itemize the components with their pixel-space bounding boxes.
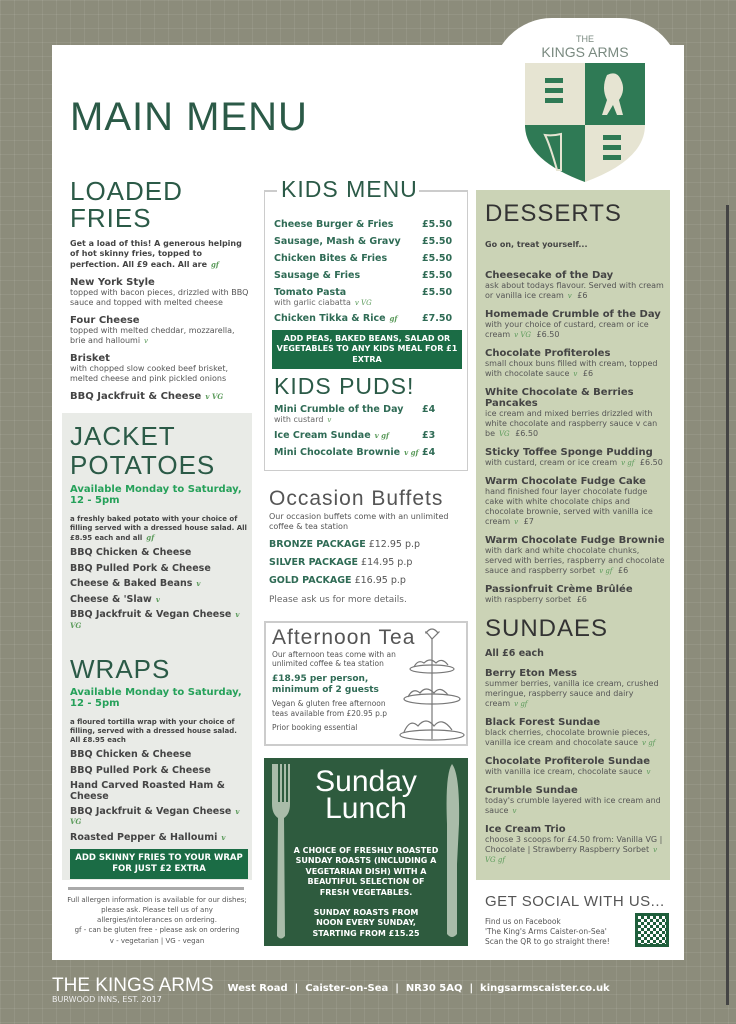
diet-tag: v [155,594,160,604]
kids-extra-banner: ADD PEAS, BAKED BEANS, SALAD OR VEGETABLES TO ANY KIDS MEAL FOR £1 EXTRA [272,330,462,369]
tea-vegan-note: Vegan & gluten free afternoon teas available from £20.95 p.p [272,699,388,718]
item-name: Black Forest Sundae [485,716,601,728]
kids-item [274,430,460,441]
item-left [274,447,419,458]
social-title: GET SOCIAL WITH US... [485,893,665,910]
menu-item [485,447,665,468]
wraps-title: WRAPS [70,654,171,684]
buffets-note: Please ask us for more details. [269,595,407,605]
package-list [269,539,465,586]
item-name: Ice Cream Trio [485,823,566,835]
menu-item [485,348,665,379]
item-name: Four Cheese [70,315,140,327]
package-name: BRONZE PACKAGE [269,539,366,550]
item-description: ice cream and mixed berries drizzled with white chocolate and raspberry sauce v can be VG £6.50 [485,409,658,439]
availability-note: Available Monday to Saturday, 12 - 5pm [70,687,242,709]
item-name: Sticky Toffee Sponge Pudding [485,447,653,459]
item-name: Mini Chocolate Brownie [274,447,401,459]
item-left [274,404,403,424]
wraps-section [70,656,248,879]
item-name: Passionfruit Crème Brûlée [485,584,633,596]
tea-booking-note: Prior booking essential [272,723,358,733]
package-row [269,557,465,568]
diet-tag: v gf [621,459,635,468]
menu-item [70,353,250,384]
diet-tag: v gf [642,738,656,747]
menu-item [70,315,250,346]
diet-tag: v [196,579,201,589]
item-price: £5.50 [422,253,453,264]
menu-item [485,387,665,439]
item-name: Crumble Sundae [485,784,578,796]
footer-brand: THE KINGS ARMS [52,975,214,996]
diet-tag: v [512,806,517,815]
jacket-section [70,422,248,631]
title-line: POTATOES [70,449,216,480]
diet-tag: v [646,767,651,776]
item-price: £6 [580,369,594,379]
diet-tag: v gf [374,431,390,441]
menu-item [70,610,248,631]
item-price: £6 [574,291,588,301]
item-name: Cheesecake of the Day [485,270,614,282]
sunday-lunch-box [264,758,468,946]
gf-legend: gf - can be gluten free - please ask on ordering [74,926,240,935]
menu-item [485,476,665,527]
menu-item [485,717,665,748]
item-name: Cheese Burger & Fries [274,219,394,230]
item-name: Chocolate Profiteroles [485,348,611,360]
social-line: 'The King's Arms Caister-on-Sea' [485,926,607,936]
desserts-intro: Go on, treat yourself... [485,240,588,249]
item-left [274,287,372,307]
footer [52,976,684,1004]
menu-item [70,750,248,760]
kids-item [274,447,460,458]
item-name: Cheese & Baked Beans v [70,578,201,590]
item-description: with custard, cream or ice cream v gf £6.50 [485,458,663,468]
item-name: Sausage, Mash & Gravy [274,236,401,247]
diet-tag: v [221,832,226,842]
item-description: with garlic ciabatta v VG [274,298,372,307]
kids-item [274,313,460,324]
afternoon-tea-box [264,621,468,746]
item-price: £6.50 [637,458,663,468]
item-description: with chopped slow cooked beef brisket, melted cheese and pink pickled onions [70,364,229,384]
item-name: BBQ Jackfruit & Cheese v VG [70,391,224,403]
item-name: Roasted Pepper & Halloumi v [70,831,226,843]
item-left [274,253,387,264]
diet-tag: v VG [354,299,372,307]
item-name: Cheese & 'Slaw v [70,593,160,605]
kids-item [274,236,460,247]
title-line: JACKET [70,421,176,451]
item-description: topped with bacon pieces, drizzled with BBQ sauce and topped with melted cheese [70,288,249,308]
sundaes-list [485,668,665,865]
item-name: Tomato Pasta [274,287,347,298]
item-description: with raspberry sorbet £6 [485,595,587,605]
intro-text: Get a load of this! A generous helping of hot skinny fries, topped to perfection. All £9 each. All are [70,239,242,269]
v-legend: v - vegetarian | VG - vegan [109,936,205,945]
tea-price: £18.95 per person, minimum of 2 guests [272,673,379,695]
menu-item [485,535,665,576]
item-left [274,219,393,230]
item-price: £6.50 [512,429,539,439]
item-description: topped with melted cheddar, mozzarella, brie and halloumi v [70,326,235,346]
buffets-section [269,488,465,605]
package-row [269,575,465,586]
menu-item [70,807,248,828]
sunday-title [264,765,468,825]
package-row [269,539,465,550]
desserts-list [485,270,665,605]
item-name: BBQ Chicken & Cheese [70,547,192,559]
sundaes-intro: All £6 each [485,648,544,660]
kids-menu-title: KIDS MENU [281,176,418,202]
jacket-title [70,422,248,479]
package-price: £14.95 p.p [358,557,413,568]
item-price: £6.50 [533,330,560,340]
social-section [485,894,670,946]
title-line: Lunch [325,792,407,825]
buffets-intro: Our occasion buffets come with an unlimited coffee & tea station [269,512,449,531]
title-line: LOADED [70,176,183,206]
loaded-fries-intro [70,239,250,270]
wraps-list [70,750,248,843]
item-price: £6 [615,566,629,576]
buffets-title: Occasion Buffets [269,487,444,510]
item-description: small choux buns filled with cream, topped with chocolate sauce v £6 [485,359,658,379]
menu-item [70,548,248,558]
item-left [274,430,389,441]
item-price: £5.50 [422,236,453,247]
item-name: BBQ Jackfruit & Vegan Cheese v VG [70,806,240,827]
tea-intro: Our afternoon teas come with an unlimited coffee & tea station [272,650,396,669]
diet-tag: v VG [70,807,240,827]
scrollbar[interactable] [726,205,729,1005]
loaded-fries-section [70,178,250,402]
item-name: Chicken Tikka & Rice [274,313,386,324]
item-description: today's crumble layered with ice cream and sauce v [485,795,661,815]
item-name: New York Style [70,277,155,289]
item-name: Hand Carved Roasted Ham & Cheese [70,780,225,802]
item-description: summer berries, vanilla ice cream, crushed meringue, raspberry sauce and dairy cream v gf [485,678,659,708]
menu-item [70,833,248,843]
item-description: choose 3 scoops for £4.50 from: Vanilla VG | Chocolate | Strawberry Raspberry Sorbet v VG gf [485,834,663,864]
item-left [274,270,360,281]
item-description: ask about todays flavour. Served with cream or vanilla ice cream v £6 [485,281,664,301]
diet-tag: gf [146,533,155,543]
svg-text:KINGS ARMS: KINGS ARMS [541,44,629,60]
package-price: £16.95 p.p [351,575,406,586]
kids-item [274,287,460,307]
kids-item [274,253,460,264]
footer-address: West Road | Caister-on-Sea | NR30 5AQ | kingsarmscaister.co.uk [227,983,610,994]
package-name: GOLD PACKAGE [269,575,352,586]
intro-text: a freshly baked potato with your choice of filling served with a dressed house salad. All £8.95 each and all [70,515,247,543]
item-name: Brisket [70,353,110,365]
knife-icon [444,764,460,940]
item-name: Chicken Bites & Fries [274,253,388,264]
item-description: with your choice of custard, cream or ice cream v VG £6.50 [485,320,649,340]
item-name: Berry Eton Mess [485,667,577,679]
social-line: Find us on Facebook [485,917,561,926]
menu-item [485,584,665,605]
diet-tag: v [573,370,578,379]
item-price: £4 [422,447,436,459]
kids-item [274,404,460,424]
item-description: with custard v [274,415,332,425]
item-name: Homemade Crumble of the Day [485,309,661,321]
diet-tag: v VG gf [485,845,658,864]
item-name: BBQ Pulled Pork & Cheese [70,562,211,574]
diet-tag: v VG [205,392,224,402]
item-description: with vanilla ice cream, chocolate sauce v [485,766,651,776]
item-price: £4 [422,404,436,416]
svg-text:THE: THE [576,34,594,44]
diet-tag: v VG [70,610,240,630]
diet-tag: v VG [514,331,531,340]
logo [515,30,655,185]
diet-tag: v [514,518,519,527]
loaded-fries-list [70,277,250,402]
menu-item [70,564,248,574]
loaded-fries-title [70,178,250,231]
social-line: Scan the QR to go straight there! [485,936,610,946]
item-name: Warm Chocolate Fudge Brownie [485,535,665,547]
item-price: £7.50 [422,313,453,324]
menu-item [70,579,248,589]
diet-tag: v gf [514,699,528,708]
qr-code[interactable] [635,913,669,947]
sundaes-title: SUNDAES [485,615,609,643]
page-title: MAIN MENU [70,95,308,139]
cake-stand-icon [398,627,466,745]
kids-item [274,270,460,281]
diet-tag: v gf [404,448,419,458]
item-left [274,236,401,247]
desserts-section [485,202,665,865]
availability-note: Available Monday to Saturday, 12 - 5pm [70,484,242,506]
item-name: Ice Cream Sundae [274,430,371,442]
menu-item [485,756,665,777]
item-name: BBQ Chicken & Cheese [70,749,192,761]
item-price: £5.50 [422,270,453,281]
menu-item [485,785,665,816]
divider [68,887,244,890]
item-name: BBQ Jackfruit & Vegan Cheese v VG [70,609,240,630]
diet-tag: VG [499,430,510,439]
menu-item [485,309,665,340]
menu-item [485,270,665,301]
diet-tag: v [144,337,149,346]
allergen-note [66,895,248,946]
menu-item [70,766,248,776]
title-line: FRIES [70,202,152,233]
menu-item [70,595,248,605]
allergen-text: Full allergen information is available for our dishes; please ask. Please tell us of any allergies/intolerances on ordering. [67,896,247,925]
shield-crest-icon [515,30,655,185]
kids-item [274,219,460,230]
package-name: SILVER PACKAGE [269,557,359,568]
desserts-title: DESSERTS [485,200,622,227]
item-price: £6 [574,595,587,605]
menu-item [485,824,665,865]
menu-item [70,277,250,308]
package-price: £12.95 p.p [365,539,421,550]
jacket-list [70,548,248,631]
diet-tag: v [327,416,332,425]
menu-item [485,668,665,709]
kids-puds-title: KIDS PUDS! [274,373,415,400]
item-name: Mini Crumble of the Day [274,404,404,416]
item-price: £7 [521,517,534,527]
item-name: Sausage & Fries [274,270,361,281]
diet-tag: v gf [599,567,613,576]
kids-list [274,219,460,324]
tea-title: Afternoon Tea [272,626,416,649]
item-name: Warm Chocolate Fudge Cake [485,476,646,488]
item-left [274,313,397,324]
item-description: with dark and white chocolate chunks, served with berries, raspberry and chocolate sauce and raspberry sorbet v gf £6 [485,546,665,576]
kids-content [274,213,460,458]
item-name: Chocolate Profiterole Sundae [485,755,651,767]
menu-item [70,391,250,402]
item-name: BBQ Pulled Pork & Cheese [70,764,211,776]
jacket-intro [70,515,248,543]
item-description: black cherries, chocolate brownie pieces, vanilla ice cream and chocolate sauce v gf [485,727,656,747]
item-price: £5.50 [422,219,453,230]
title-line: Sunday [315,765,417,798]
item-price: £5.50 [422,287,453,298]
sunday-times: SUNDAY ROASTS FROM NOON EVERY SUNDAY, STARTING FROM £15.25 [312,907,420,938]
item-description: hand finished four layer chocolate fudge cake with white chocolate chips and chocolate brownie, served with vanilla ice cream v £7 [485,487,653,527]
menu-item [70,781,248,802]
sunday-description: A CHOICE OF FRESHLY ROASTED SUNDAY ROASTS (INCLUDING A VEGETARIAN DISH) WITH A BEAUTIFUL SELECTION OF FRESH VEGETABLES. [293,846,439,897]
item-name: White Chocolate & Berries Pancakes [485,387,634,410]
wraps-intro: a floured tortilla wrap with your choice of filling, served with a dressed house salad. All £8.95 each [70,718,237,745]
kids-puds-list [274,404,460,458]
fries-extra-banner: ADD SKINNY FRIES TO YOUR WRAP FOR JUST £2 EXTRA [70,849,248,879]
fork-icon [270,764,292,940]
diet-tag: gf [389,314,398,323]
item-price: £3 [422,430,436,442]
diet-tag: gf [211,259,219,269]
footer-sub: BURWOOD INNS, EST. 2017 [52,995,162,1004]
diet-tag: v [567,292,572,301]
